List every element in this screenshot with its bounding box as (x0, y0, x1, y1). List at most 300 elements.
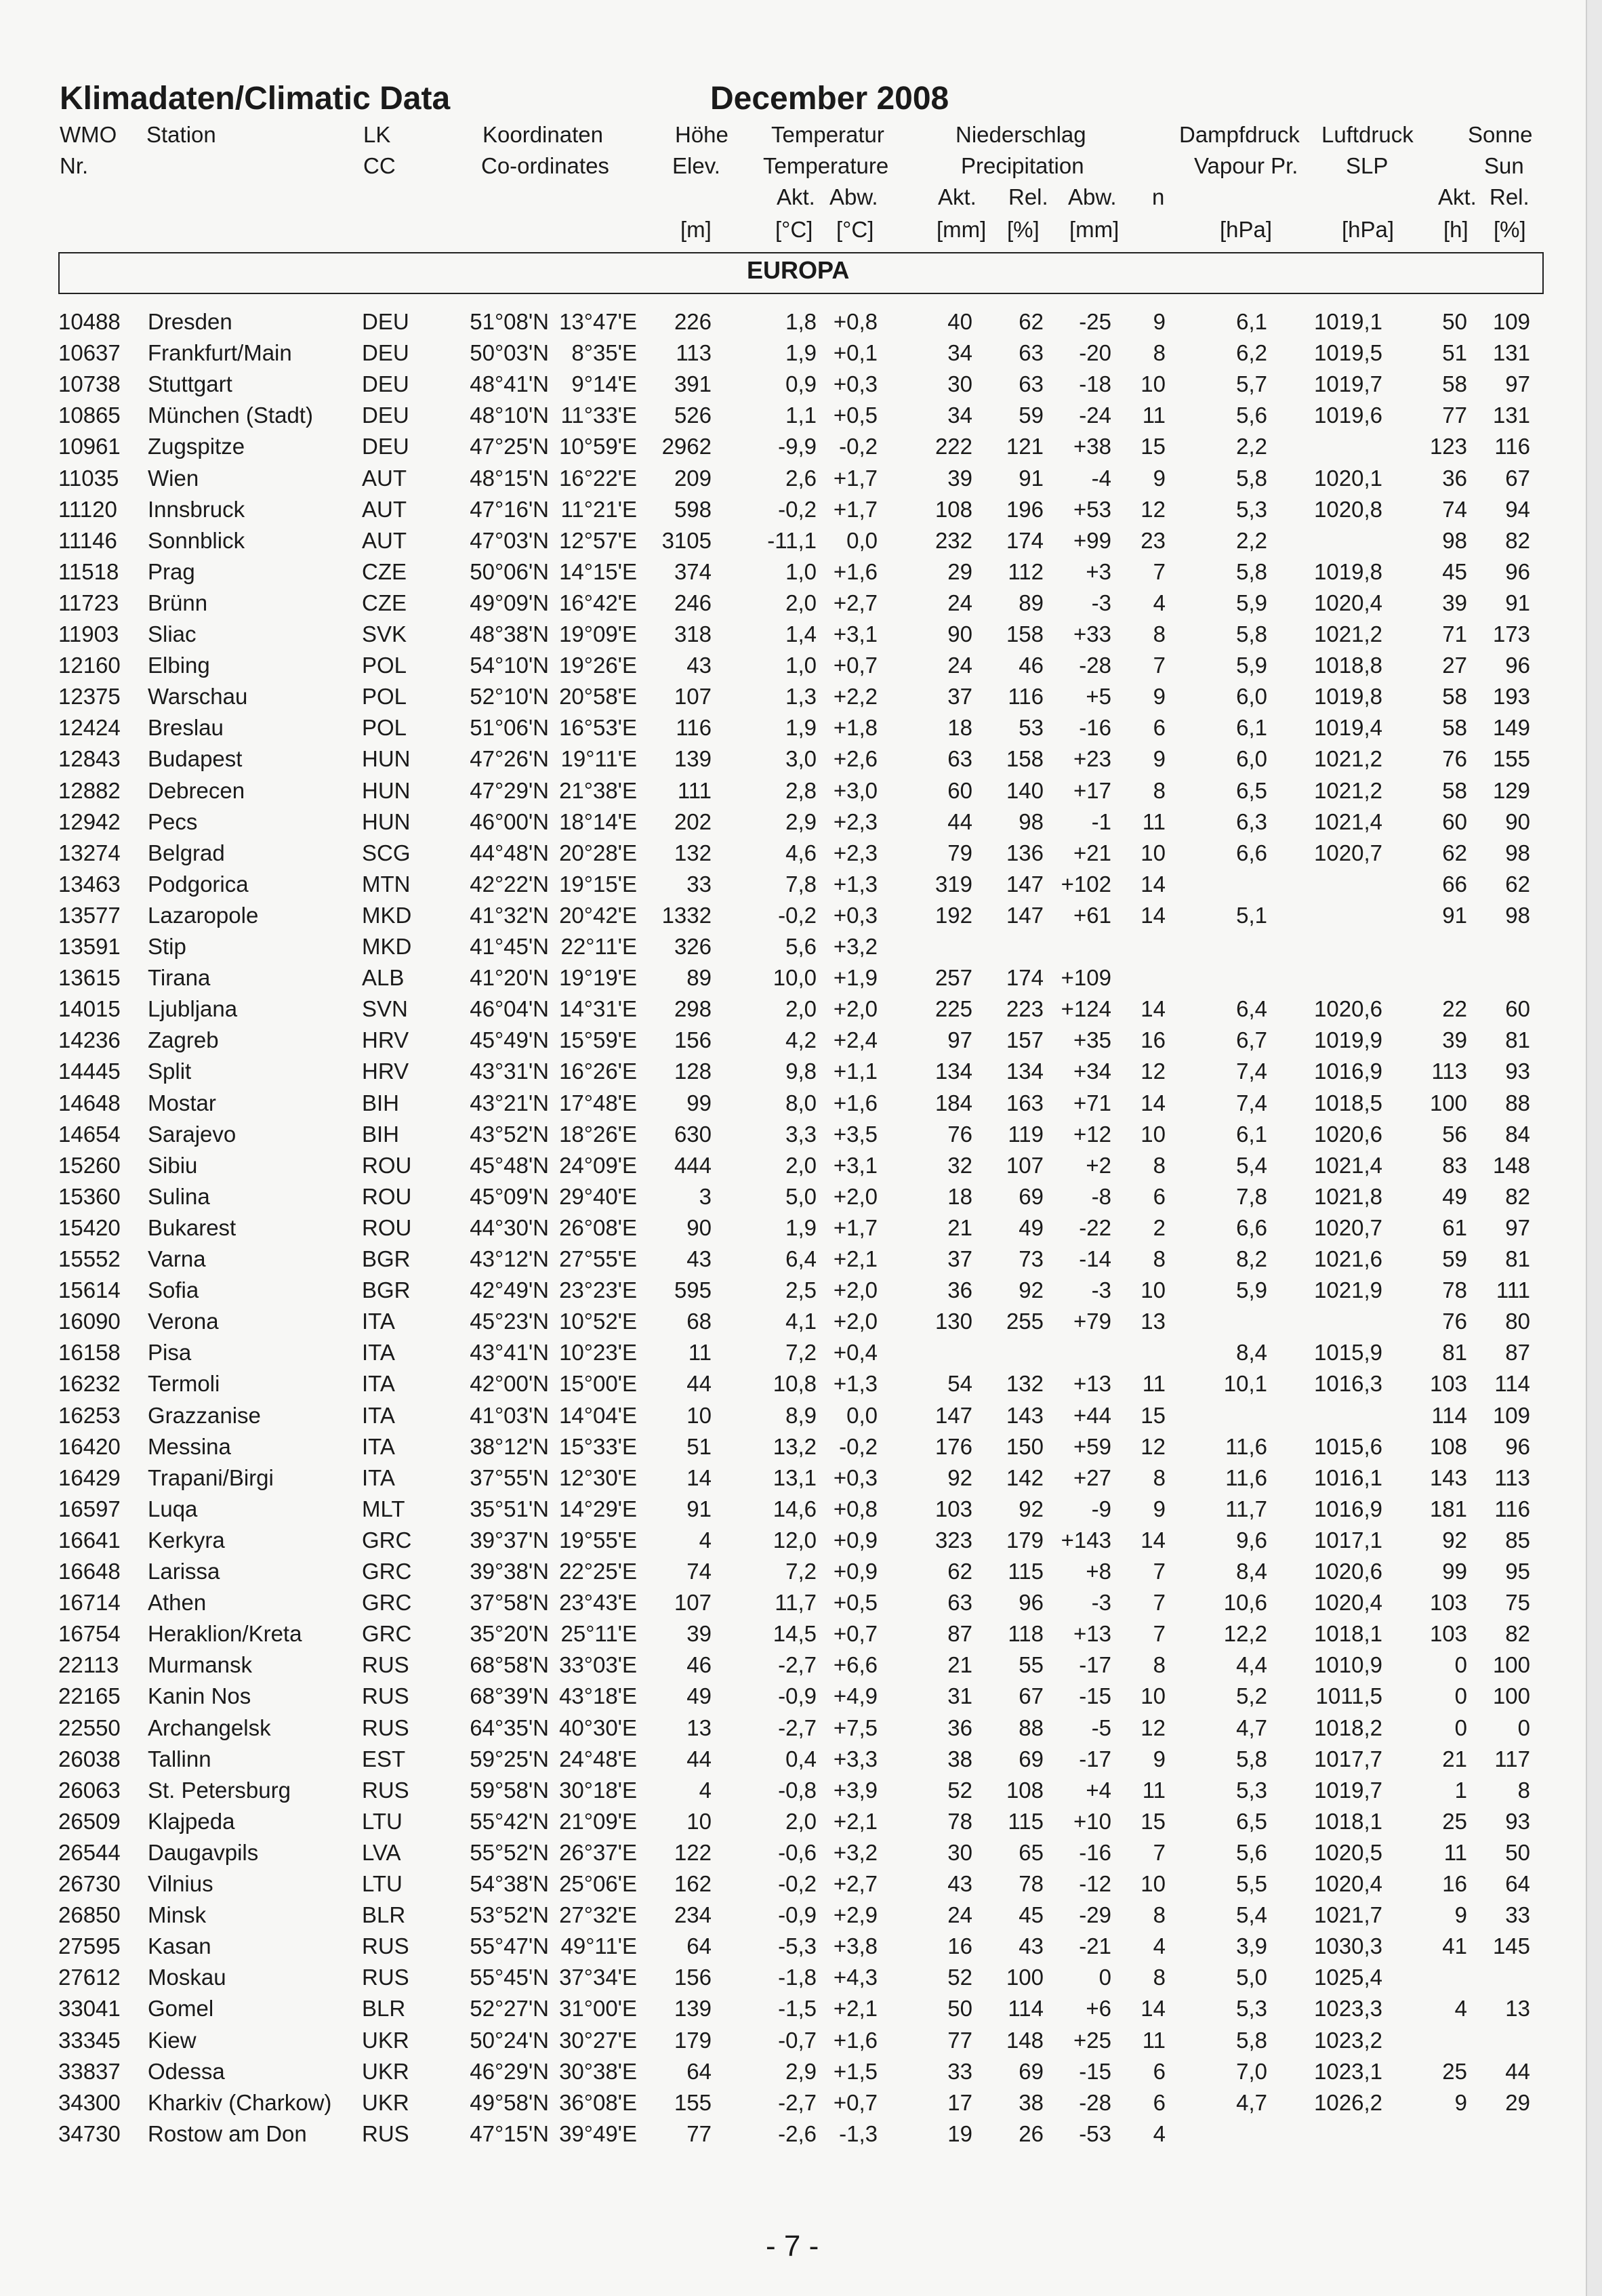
cell-lat: 37°58'N (470, 1590, 549, 1616)
cell-vapour: 11,7 (1225, 1496, 1267, 1521)
cell-prec-abw: -15 (1079, 2058, 1111, 2084)
cell-vapour: 6,5 (1236, 1808, 1267, 1834)
cell-wmo: 16648 (58, 1559, 121, 1584)
cell-vapour: 3,9 (1236, 1933, 1267, 1959)
cell-prec-n: 8 (1153, 1464, 1166, 1490)
cell-elev: 74 (686, 1559, 712, 1584)
cell-sun-rel: 111 (1496, 1277, 1530, 1303)
table-row (0, 463, 1586, 494)
cell-lat: 47°15'N (470, 2120, 549, 2146)
cell-prec-rel: 26 (1019, 2120, 1044, 2146)
cell-lat: 51°06'N (470, 715, 549, 741)
cell-sun-rel: 60 (1505, 996, 1530, 1022)
cell-lat: 50°24'N (470, 2027, 549, 2053)
cell-temp-abw: +1,9 (833, 965, 878, 991)
cell-prec-akt: 21 (947, 1652, 972, 1678)
cell-wmo: 26850 (58, 1902, 121, 1928)
cell-slp: 1021,2 (1314, 746, 1382, 772)
cell-temp-abw: -0,2 (839, 1433, 878, 1459)
cell-cc: AUT (362, 496, 407, 522)
cell-slp: 1021,7 (1314, 1902, 1382, 1928)
cell-station: Sibiu (148, 1152, 198, 1178)
cell-elev: 77 (686, 2120, 712, 2146)
cell-prec-abw: +71 (1073, 1090, 1111, 1115)
cell-temp-akt: 1,0 (785, 653, 817, 678)
cell-wmo: 34730 (58, 2120, 121, 2146)
cell-wmo: 11146 (58, 527, 117, 553)
cell-wmo: 13463 (58, 871, 121, 897)
cell-prec-abw: -5 (1091, 1715, 1111, 1740)
cell-prec-rel: 114 (1008, 1996, 1044, 2022)
cell-station: Rostow am Don (148, 2120, 307, 2146)
cell-elev: 49 (686, 1683, 712, 1709)
cell-prec-abw: -8 (1091, 1183, 1111, 1209)
cell-temp-abw: +6,6 (833, 1652, 878, 1678)
cell-lat: 43°41'N (470, 1340, 549, 1366)
cell-lat: 68°58'N (470, 1652, 549, 1678)
cell-temp-abw: +1,3 (833, 1371, 878, 1397)
cell-prec-abw: -17 (1079, 1652, 1111, 1678)
cell-elev: 598 (674, 496, 712, 522)
cell-lon: 27°32'E (559, 1902, 637, 1928)
cell-lat: 48°15'N (470, 465, 549, 491)
cell-prec-rel: 150 (1006, 1433, 1044, 1459)
cell-lat: 52°27'N (470, 1996, 549, 2022)
cell-lon: 30°27'E (559, 2027, 637, 2053)
cell-wmo: 11903 (58, 621, 119, 647)
cell-prec-akt: 92 (947, 1464, 972, 1490)
cell-vapour: 5,9 (1236, 590, 1267, 615)
cell-prec-rel: 78 (1019, 1871, 1044, 1896)
cell-elev: 33 (686, 871, 712, 897)
hdr-slp-unit: [hPa] (1342, 217, 1395, 242)
cell-station: Lazaropole (148, 902, 259, 928)
cell-prec-abw: -3 (1091, 1590, 1111, 1616)
cell-lon: 16°22'E (559, 465, 637, 491)
cell-prec-abw: +38 (1073, 434, 1111, 459)
cell-station: Stuttgart (148, 371, 232, 397)
cell-prec-abw: -28 (1079, 2089, 1111, 2115)
cell-prec-n: 7 (1153, 1839, 1166, 1865)
cell-temp-akt: 2,0 (785, 1808, 817, 1834)
cell-wmo: 26730 (58, 1871, 121, 1896)
cell-prec-abw: +23 (1073, 746, 1111, 772)
cell-sun-rel: 96 (1505, 1433, 1530, 1459)
hdr-sun-rel: Rel. (1490, 184, 1529, 209)
cell-elev: 39 (686, 1621, 712, 1647)
cell-elev: 64 (686, 1933, 712, 1959)
cell-sun-rel: 13 (1505, 1996, 1530, 2022)
cell-slp: 1020,4 (1314, 1871, 1382, 1896)
cell-prec-n: 8 (1153, 621, 1166, 647)
cell-station: Sulina (148, 1183, 210, 1209)
cell-station: Belgrad (148, 840, 225, 865)
cell-cc: SVN (362, 996, 408, 1022)
cell-prec-akt: 184 (934, 1090, 972, 1115)
table-row (0, 1212, 1586, 1244)
cell-prec-abw: +3 (1086, 558, 1111, 584)
cell-station: Split (148, 1059, 192, 1084)
cell-prec-n: 6 (1153, 2058, 1166, 2084)
cell-prec-abw: +13 (1073, 1371, 1111, 1397)
cell-lat: 50°06'N (470, 558, 549, 584)
cell-vapour: 6,0 (1236, 684, 1267, 710)
cell-vapour: 5,0 (1236, 1965, 1267, 1990)
cell-temp-abw: +0,5 (833, 403, 878, 428)
cell-elev: 68 (686, 1309, 712, 1334)
cell-prec-rel: 112 (1008, 558, 1044, 584)
cell-slp: 1021,2 (1314, 777, 1382, 803)
cell-prec-rel: 147 (1006, 902, 1044, 928)
cell-lon: 10°23'E (559, 1340, 637, 1366)
table-row (0, 525, 1586, 556)
hdr-prec-de: Niederschlag (956, 122, 1086, 147)
cell-lon: 20°28'E (559, 840, 637, 865)
cell-temp-akt: 1,9 (785, 1214, 817, 1240)
cell-cc: RUS (362, 1777, 409, 1803)
cell-vapour: 7,4 (1236, 1059, 1267, 1084)
cell-elev: 209 (674, 465, 712, 491)
cell-lat: 49°09'N (470, 590, 549, 615)
cell-elev: 246 (674, 590, 712, 615)
cell-wmo: 16090 (58, 1309, 121, 1334)
cell-prec-n: 7 (1153, 1621, 1166, 1647)
cell-sun-akt: 0 (1454, 1715, 1467, 1740)
cell-prec-n: 8 (1153, 1246, 1166, 1271)
cell-wmo: 13274 (58, 840, 121, 865)
cell-prec-n: 11 (1142, 1371, 1166, 1397)
cell-sun-rel: 93 (1505, 1059, 1530, 1084)
cell-slp: 1021,4 (1314, 808, 1382, 834)
cell-vapour: 6,6 (1236, 1214, 1267, 1240)
cell-temp-abw: +3,2 (833, 934, 878, 959)
cell-vapour: 2,2 (1236, 434, 1267, 459)
cell-prec-rel: 132 (1006, 1371, 1044, 1397)
cell-prec-akt: 30 (947, 1839, 972, 1865)
cell-elev: 162 (674, 1871, 712, 1896)
cell-lat: 41°20'N (470, 965, 549, 991)
cell-station: Athen (148, 1590, 207, 1616)
cell-cc: SVK (362, 621, 407, 647)
cell-slp: 1018,2 (1314, 1715, 1382, 1740)
cell-prec-akt: 54 (947, 1371, 972, 1397)
table-row (0, 400, 1586, 431)
cell-sun-akt: 45 (1442, 558, 1467, 584)
cell-elev: 4 (699, 1527, 712, 1553)
cell-lat: 43°52'N (470, 1121, 549, 1147)
cell-prec-rel: 148 (1006, 2027, 1044, 2053)
cell-cc: RUS (362, 1683, 409, 1709)
cell-temp-abw: +0,3 (833, 371, 878, 397)
cell-prec-rel: 179 (1006, 1527, 1044, 1553)
cell-prec-abw: +79 (1073, 1309, 1111, 1334)
cell-slp: 1018,8 (1314, 653, 1382, 678)
cell-prec-n: 7 (1153, 1559, 1166, 1584)
cell-station: Zagreb (148, 1027, 219, 1053)
cell-elev: 156 (674, 1965, 712, 1990)
cell-station: St. Petersburg (148, 1777, 291, 1803)
cell-station: Breslau (148, 715, 224, 741)
cell-prec-rel: 63 (1019, 340, 1044, 366)
cell-prec-n: 6 (1153, 2089, 1166, 2115)
cell-prec-abw: -24 (1079, 403, 1111, 428)
cell-temp-abw: +2,7 (833, 1871, 878, 1896)
table-row (0, 1462, 1586, 1494)
cell-lat: 48°10'N (470, 403, 549, 428)
cell-prec-akt: 36 (947, 1715, 972, 1740)
cell-slp: 1011,5 (1315, 1683, 1382, 1709)
cell-vapour: 6,2 (1236, 340, 1267, 366)
cell-slp: 1017,1 (1314, 1527, 1382, 1553)
cell-temp-akt: -0,9 (778, 1902, 817, 1928)
cell-prec-rel: 49 (1019, 1214, 1044, 1240)
cell-prec-abw: +2 (1086, 1152, 1111, 1178)
cell-elev: 111 (677, 777, 712, 803)
cell-prec-akt: 63 (947, 1590, 972, 1616)
cell-elev: 132 (674, 840, 712, 865)
cell-lon: 25°06'E (559, 1871, 637, 1896)
cell-lat: 42°22'N (470, 871, 549, 897)
cell-temp-akt: 7,8 (785, 871, 817, 897)
cell-sun-rel: 0 (1517, 1715, 1530, 1740)
hdr-elev-unit: [m] (680, 217, 712, 242)
cell-wmo: 15420 (58, 1214, 121, 1240)
cell-sun-rel: 75 (1505, 1590, 1530, 1616)
cell-lat: 49°58'N (470, 2089, 549, 2115)
cell-station: Tallinn (148, 1746, 211, 1771)
cell-station: Sonnblick (148, 527, 245, 553)
cell-prec-n: 15 (1141, 434, 1166, 459)
cell-vapour: 6,1 (1236, 1121, 1267, 1147)
cell-cc: ITA (362, 1433, 395, 1459)
cell-vapour: 6,7 (1236, 1027, 1267, 1053)
cell-slp: 1015,9 (1314, 1340, 1382, 1366)
cell-temp-abw: -0,2 (839, 434, 878, 459)
table-row (0, 838, 1586, 869)
table-row (0, 993, 1586, 1025)
table-row (0, 1618, 1586, 1649)
cell-elev: 10 (686, 1402, 712, 1428)
cell-temp-abw: +2,0 (833, 1309, 878, 1334)
cell-sun-akt: 51 (1442, 340, 1467, 366)
cell-prec-n: 9 (1153, 1746, 1166, 1771)
cell-prec-abw: +44 (1073, 1402, 1111, 1428)
cell-cc: RUS (362, 1933, 409, 1959)
cell-prec-abw: +8 (1086, 1559, 1111, 1584)
cell-prec-akt: 40 (947, 309, 972, 334)
table-row (0, 1806, 1586, 1837)
cell-sun-akt: 108 (1429, 1433, 1467, 1459)
cell-prec-abw: -29 (1079, 1902, 1111, 1928)
cell-sun-rel: 100 (1492, 1652, 1530, 1678)
cell-lat: 37°55'N (470, 1464, 549, 1490)
cell-temp-akt: 12,0 (773, 1527, 817, 1553)
cell-wmo: 33345 (58, 2027, 121, 2053)
cell-station: Sofia (148, 1277, 199, 1303)
cell-prec-n: 4 (1153, 590, 1166, 615)
cell-temp-abw: +1,7 (833, 1214, 878, 1240)
cell-vapour: 11,6 (1225, 1464, 1267, 1490)
cell-prec-abw: +61 (1073, 902, 1111, 928)
cell-elev: 89 (686, 965, 712, 991)
cell-prec-n: 9 (1153, 309, 1166, 334)
table-row (0, 1244, 1586, 1275)
cell-prec-akt: 38 (947, 1746, 972, 1771)
cell-wmo: 16754 (58, 1621, 121, 1647)
cell-prec-rel: 174 (1006, 965, 1044, 991)
cell-temp-akt: 1,3 (785, 684, 817, 710)
cell-cc: HUN (362, 808, 411, 834)
cell-prec-n: 15 (1141, 1402, 1166, 1428)
cell-station: Prag (148, 558, 195, 584)
cell-prec-n: 10 (1141, 1277, 1166, 1303)
cell-temp-akt: 0,4 (785, 1746, 817, 1771)
cell-prec-rel: 45 (1019, 1902, 1044, 1928)
cell-cc: AUT (362, 465, 407, 491)
cell-station: Messina (148, 1433, 231, 1459)
cell-sun-akt: 56 (1442, 1121, 1467, 1147)
cell-temp-abw: +1,6 (833, 2027, 878, 2053)
cell-prec-abw: +102 (1061, 871, 1111, 897)
cell-lon: 30°38'E (559, 2058, 637, 2084)
cell-prec-n: 8 (1153, 1965, 1166, 1990)
cell-temp-abw: +0,4 (833, 1340, 878, 1366)
hdr-slp-en: SLP (1346, 153, 1389, 178)
cell-prec-abw: +21 (1073, 840, 1111, 865)
cell-cc: ITA (362, 1340, 395, 1366)
cell-temp-akt: 10,0 (773, 965, 817, 991)
cell-cc: ALB (362, 965, 405, 991)
table-row (0, 1368, 1586, 1399)
cell-temp-akt: 10,8 (773, 1371, 817, 1397)
cell-vapour: 2,2 (1236, 527, 1267, 553)
cell-prec-abw: +33 (1073, 621, 1111, 647)
cell-lat: 47°26'N (470, 746, 549, 772)
cell-prec-akt: 63 (947, 746, 972, 772)
cell-temp-abw: +0,8 (833, 1496, 878, 1521)
cell-sun-rel: 85 (1505, 1527, 1530, 1553)
cell-slp: 1021,4 (1314, 1152, 1382, 1178)
cell-cc: RUS (362, 1965, 409, 1990)
cell-prec-rel: 163 (1006, 1090, 1044, 1115)
cell-temp-akt: 3,3 (785, 1121, 817, 1147)
cell-cc: DEU (362, 434, 409, 459)
table-row (0, 1868, 1586, 1900)
cell-sun-rel: 95 (1505, 1559, 1530, 1584)
cell-temp-abw: +4,3 (833, 1965, 878, 1990)
cell-slp: 1019,7 (1314, 371, 1382, 397)
cell-station: Pisa (148, 1340, 192, 1366)
cell-sun-akt: 83 (1442, 1152, 1467, 1178)
cell-sun-rel: 114 (1494, 1371, 1530, 1397)
cell-sun-akt: 103 (1429, 1621, 1467, 1647)
cell-vapour: 4,4 (1236, 1652, 1267, 1678)
cell-temp-abw: +2,9 (833, 1902, 878, 1928)
cell-vapour: 4,7 (1236, 2089, 1267, 2115)
page-number: - 7 - (766, 2230, 819, 2263)
cell-sun-rel: 117 (1494, 1746, 1530, 1771)
cell-sun-akt: 22 (1442, 996, 1467, 1022)
cell-station: Kharkiv (Charkow) (148, 2089, 332, 2115)
cell-lon: 8°35'E (571, 340, 637, 366)
cell-prec-rel: 115 (1008, 1808, 1044, 1834)
hdr-vap-unit: [hPa] (1220, 217, 1273, 242)
cell-elev: 43 (686, 1246, 712, 1271)
cell-prec-akt: 147 (934, 1402, 972, 1428)
cell-elev: 444 (674, 1152, 712, 1178)
cell-slp: 1020,1 (1314, 465, 1382, 491)
cell-sun-rel: 149 (1492, 715, 1530, 741)
cell-temp-abw: +1,6 (833, 1090, 878, 1115)
hdr-station: Station (146, 122, 216, 147)
cell-temp-akt: 1,9 (785, 340, 817, 366)
cell-station: Termoli (148, 1371, 220, 1397)
cell-prec-rel: 67 (1019, 1683, 1044, 1709)
cell-prec-n: 11 (1142, 1777, 1166, 1803)
table-row (0, 1525, 1586, 1556)
cell-prec-n: 9 (1153, 684, 1166, 710)
cell-slp: 1021,6 (1314, 1246, 1382, 1271)
cell-vapour: 4,7 (1236, 1715, 1267, 1740)
cell-sun-rel: 131 (1492, 340, 1530, 366)
table-row (0, 369, 1586, 400)
cell-temp-akt: 9,8 (785, 1059, 817, 1084)
cell-prec-rel: 92 (1019, 1277, 1044, 1303)
cell-temp-abw: +1,3 (833, 871, 878, 897)
cell-sun-rel: 97 (1505, 1214, 1530, 1240)
cell-sun-rel: 116 (1494, 1496, 1530, 1521)
cell-sun-akt: 25 (1442, 2058, 1467, 2084)
cell-slp: 1019,6 (1314, 403, 1382, 428)
table-row (0, 494, 1586, 525)
cell-wmo: 33041 (58, 1996, 121, 2022)
cell-elev: 318 (674, 621, 712, 647)
cell-station: Klajpeda (148, 1808, 235, 1834)
cell-prec-rel: 174 (1006, 527, 1044, 553)
cell-prec-akt: 50 (947, 1996, 972, 2022)
cell-lat: 55°52'N (470, 1839, 549, 1865)
cell-lat: 46°29'N (470, 2058, 549, 2084)
cell-lon: 18°14'E (559, 808, 637, 834)
cell-wmo: 26509 (58, 1808, 121, 1834)
cell-vapour: 6,5 (1236, 777, 1267, 803)
cell-station: Daugavpils (148, 1839, 259, 1865)
cell-sun-rel: 33 (1505, 1902, 1530, 1928)
cell-lat: 54°10'N (470, 653, 549, 678)
cell-prec-abw: +5 (1086, 684, 1111, 710)
cell-prec-akt: 30 (947, 371, 972, 397)
cell-vapour: 5,8 (1236, 558, 1267, 584)
cell-wmo: 16420 (58, 1433, 121, 1459)
table-row (0, 1837, 1586, 1868)
cell-prec-n: 10 (1141, 1121, 1166, 1147)
cell-vapour: 5,5 (1236, 1871, 1267, 1896)
cell-elev: 46 (686, 1652, 712, 1678)
cell-elev: 156 (674, 1027, 712, 1053)
cell-elev: 11 (688, 1340, 712, 1366)
cell-temp-akt: 8,0 (785, 1090, 817, 1115)
cell-lat: 43°31'N (470, 1059, 549, 1084)
cell-prec-abw: -15 (1079, 1683, 1111, 1709)
cell-lon: 23°43'E (559, 1590, 637, 1616)
table-row (0, 1119, 1586, 1150)
cell-station: Tirana (148, 965, 211, 991)
cell-sun-akt: 66 (1442, 871, 1467, 897)
cell-sun-rel: 193 (1492, 684, 1530, 710)
cell-prec-rel: 69 (1019, 1746, 1044, 1771)
cell-cc: ITA (362, 1371, 395, 1397)
hdr-prec-akt: Akt. (938, 184, 977, 209)
